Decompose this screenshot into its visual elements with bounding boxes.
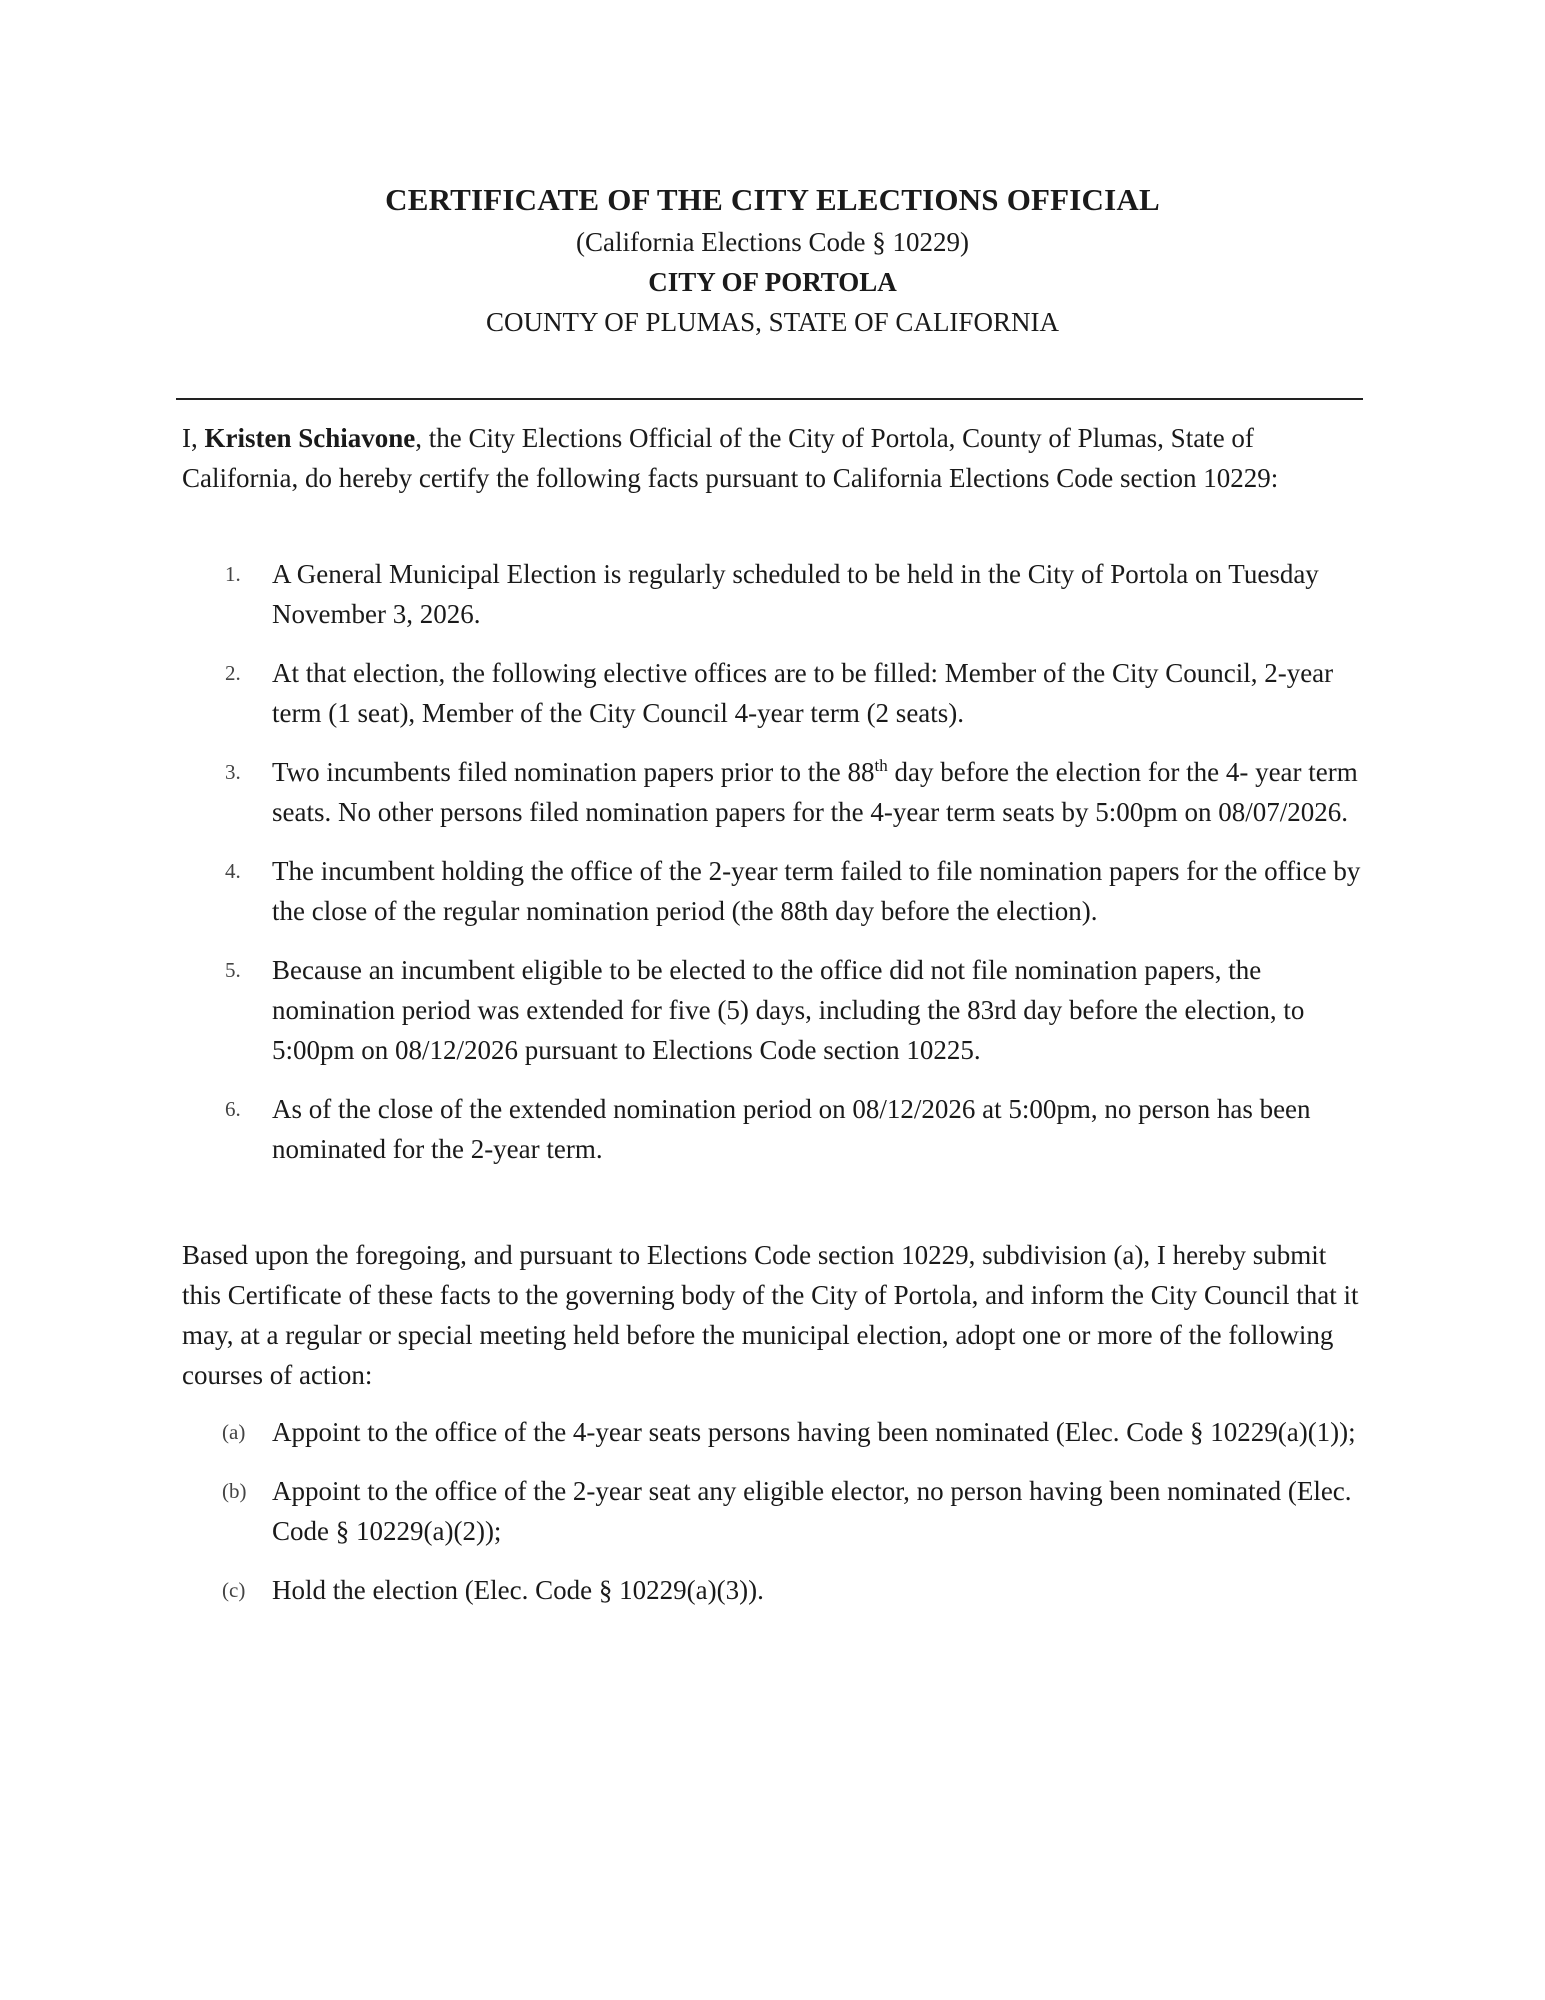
intro-rest: , the City Elections Official of the City of Portola, County of Plumas, State of California, do hereby certify the following facts pursuant to California Elections Code section 10229: (182, 423, 1279, 493)
text-part: Two incumbents filed nomination papers prior to the 88 (272, 757, 875, 787)
list-item-text (272, 757, 1358, 827)
intro-paragraph (182, 418, 1362, 498)
list-item (182, 1570, 1362, 1610)
closing-paragraph: Based upon the foregoing, and pursuant to Elections Code section 10229, subdivision (a), I hereby submit this Certificate of these facts to the governing body of the City of Portola, and inform the City Council that it may, at a regular or special meeting held before the municipal election, adopt one or more of the following courses of action: (182, 1240, 1359, 1390)
list-item-text: Because an incumbent eligible to be elected to the office did not file nomination papers, the nomination period was extended for five (5) days, including the 83rd day before the election, to 5:00pm on 08/12/2026 pursuant to Elections Code section 10225. (272, 955, 1305, 1065)
list-number: 4. (225, 859, 241, 883)
list-item (182, 554, 1362, 634)
list-number: 1. (225, 562, 241, 586)
document-title: CERTIFICATE OF THE CITY ELECTIONS OFFICIAL (385, 182, 1160, 217)
list-item-text: Appoint to the office of the 2-year seat any eligible elector, no person having been nominated (Elec. Code § 10229(a)(2)); (272, 1476, 1352, 1546)
official-name: Kristen Schiavone (204, 423, 416, 453)
list-item (182, 653, 1362, 733)
list-number: 5. (225, 958, 241, 982)
list-item-text: A General Municipal Election is regularly scheduled to be held in the City of Portola on Tuesday November 3, 2026. (272, 559, 1319, 629)
list-item (182, 950, 1362, 1070)
list-letter: (c) (222, 1578, 246, 1602)
header-divider (176, 398, 1363, 400)
list-item (182, 1471, 1362, 1551)
list-item (182, 851, 1362, 931)
document-header (0, 178, 1545, 342)
list-item-text: As of the close of the extended nomination period on 08/12/2026 at 5:00pm, no person has been nominated for the 2-year term. (272, 1094, 1311, 1164)
list-item (182, 752, 1362, 832)
county-state: COUNTY OF PLUMAS, STATE OF CALIFORNIA (486, 307, 1059, 337)
options-list (182, 1412, 1362, 1629)
code-reference: (California Elections Code § 10229) (576, 227, 969, 257)
list-item-text: At that election, the following elective offices are to be filled: Member of the City Council, 2-year term (1 seat), Member of the City Council 4-year term (2 seats). (272, 658, 1334, 728)
list-item (182, 1089, 1362, 1169)
ordinal-suffix: th (874, 756, 888, 775)
facts-list (182, 554, 1362, 1188)
list-item-text: Hold the election (Elec. Code § 10229(a)(3)). (272, 1575, 764, 1605)
city-name: CITY OF PORTOLA (648, 267, 897, 297)
intro-lead: I, (182, 423, 205, 453)
list-number: 6. (225, 1097, 241, 1121)
list-item (182, 1412, 1362, 1452)
list-letter: (a) (222, 1420, 246, 1444)
list-letter: (b) (222, 1479, 247, 1503)
list-number: 3. (225, 760, 241, 784)
text-part: day before the election for the 4- year term seats. No other persons filed nomination papers for the 4-year term seats by 5:00pm on 08/07/2026. (272, 757, 1358, 827)
list-number: 2. (225, 661, 241, 685)
list-item-text: The incumbent holding the office of the 2-year term failed to file nomination papers for the office by the close of the regular nomination period (the 88th day before the election). (272, 856, 1361, 926)
list-item-text: Appoint to the office of the 4-year seats persons having been nominated (Elec. Code § 10229(a)(1)); (272, 1417, 1356, 1447)
